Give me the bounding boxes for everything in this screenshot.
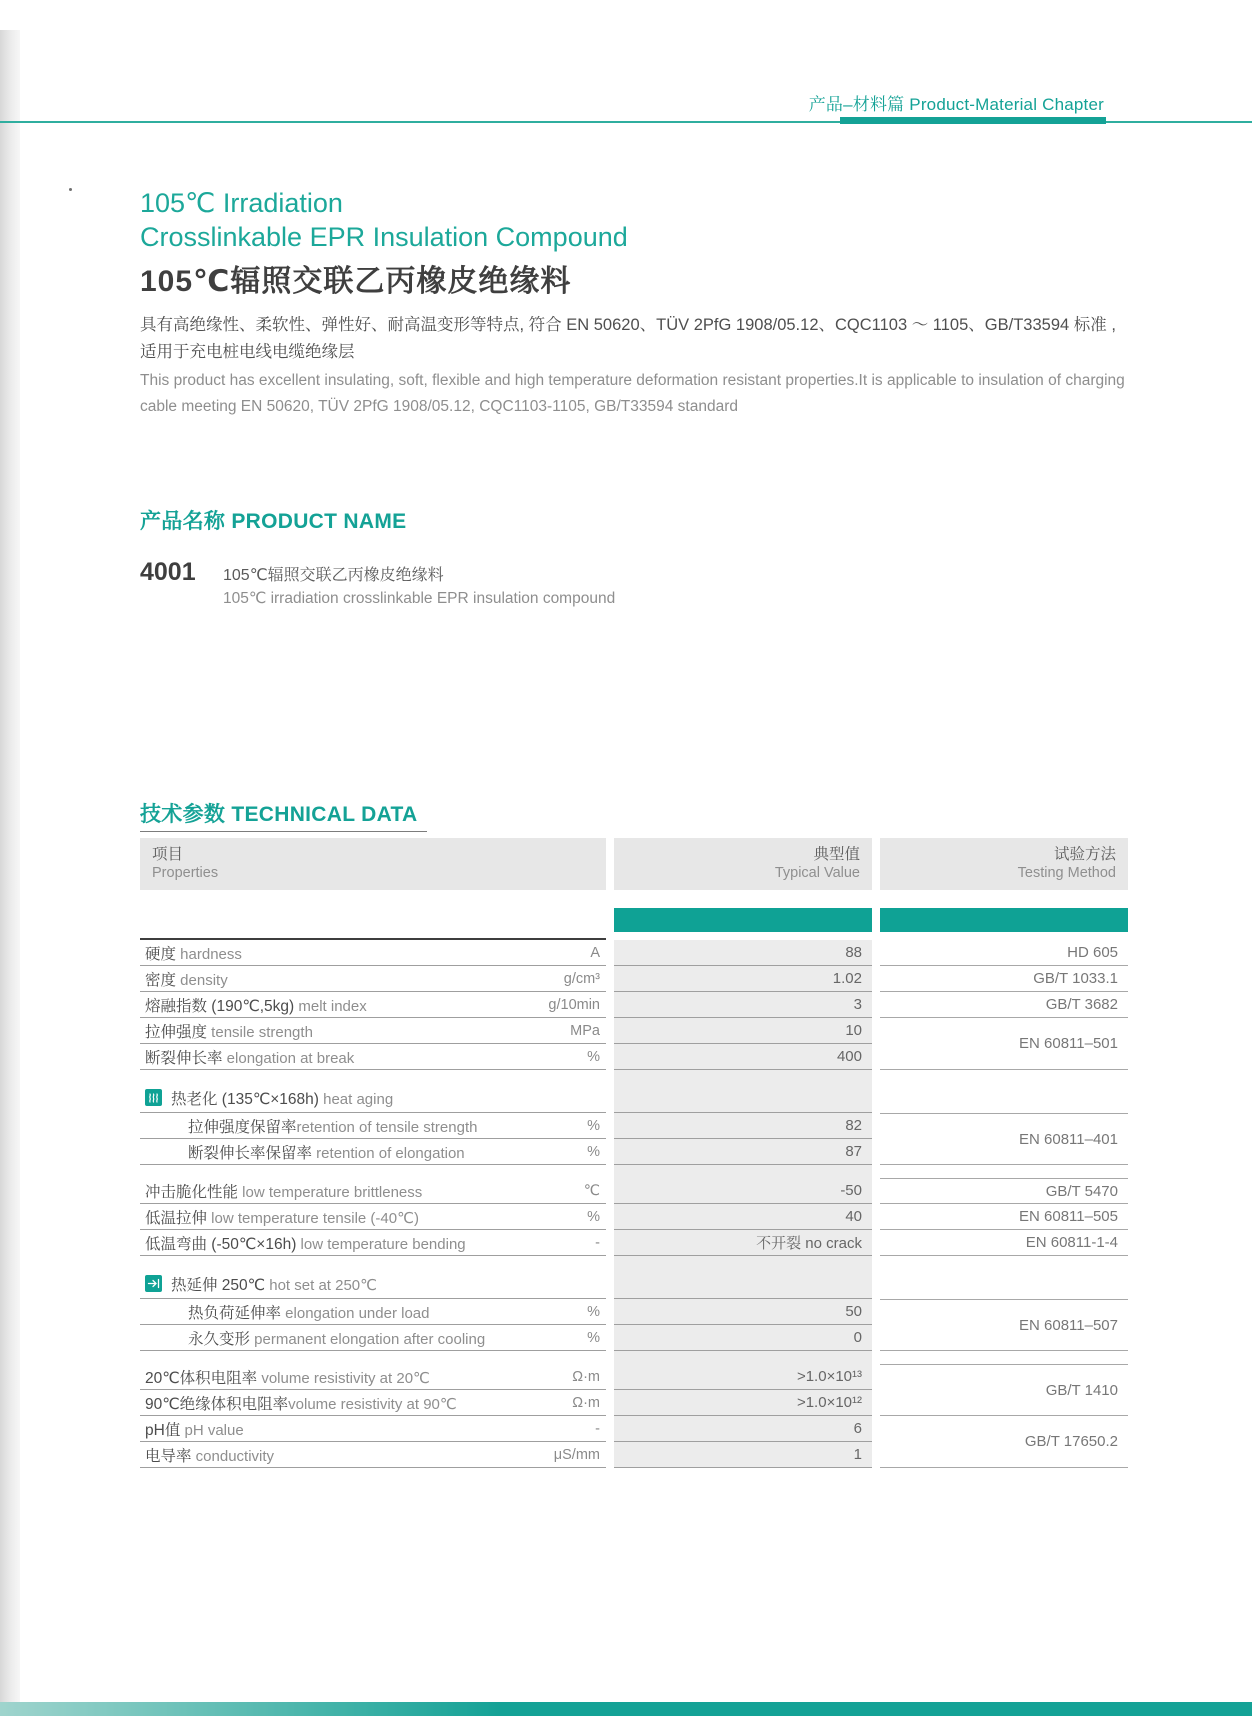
property-row: 熔融指数 (190℃,5kg) melt index g/10min [140,992,606,1018]
group-spacer [140,1070,606,1083]
header-accent-bar [840,117,1106,124]
testing-method: GB/T 5470 [880,1178,1128,1204]
property-row: 密度 density g/cm³ [140,966,606,992]
typical-value: 82 [614,1113,872,1139]
property-row: 电导率 conductivity μS/mm [140,1442,606,1468]
property-row: 硬度 hardness A [140,940,606,966]
heat-aging-icon [145,1089,162,1106]
table-header-method-en: Testing Method [1017,865,1116,881]
property-row: 低温弯曲 (-50℃×16h) low temperature bending - [140,1230,606,1256]
testing-method: EN 60811–505 [880,1204,1128,1230]
method-gap [880,1256,1128,1299]
unit: % [587,1303,600,1320]
typical-value: 不开裂 no crack [614,1230,872,1256]
group-spacer [614,1165,872,1178]
property-row: 90℃绝缘体积电阻率volume resistivity at 90℃ Ω·m [140,1390,606,1416]
section-header-blank [614,1269,872,1299]
testing-method: GB/T 1410 [880,1364,1128,1416]
property-row: pH值 pH value - [140,1416,606,1442]
unit: % [587,1208,600,1225]
product-name-heading: 产品名称 PRODUCT NAME [140,510,407,533]
section-header-blank [614,1083,872,1113]
product-name-zh: 105℃辐照交联乙丙橡皮绝缘料 [223,567,444,584]
testing-method: EN 60811–507 [880,1299,1128,1351]
property-row: 冲击脆化性能 low temperature brittleness ℃ [140,1178,606,1204]
unit: - [595,1234,600,1251]
table-header-properties-zh: 项目 [152,846,184,863]
technical-data-heading: 技术参数 TECHNICAL DATA [140,803,418,826]
testing-method-accent-band [880,908,1128,932]
product-title-en-line2: Crosslinkable EPR Insulation Compound [140,222,628,252]
group-spacer [614,1256,872,1269]
typical-value: 1.02 [614,966,872,992]
product-code: 4001 [140,558,196,586]
product-title-en-line1: 105℃ Irradiation [140,188,343,218]
typical-value: 50 [614,1299,872,1325]
property-row: 永久变形 permanent elongation after cooling % [140,1325,606,1351]
table-header-typical-zh: 典型值 [813,846,860,863]
group-spacer [140,1351,606,1364]
typical-value-column [614,940,872,1468]
property-row: 热负荷延伸率 elongation under load % [140,1299,606,1325]
table-header-typical-value [614,838,872,890]
testing-method: GB/T 3682 [880,992,1128,1018]
table-header-typical-en: Typical Value [774,865,860,881]
unit: % [587,1143,600,1160]
hot-set-icon [145,1275,162,1292]
property-row: 拉伸强度 tensile strength MPa [140,1018,606,1044]
stray-dot [69,188,72,191]
unit: ℃ [583,1182,600,1199]
table-header-properties [140,838,606,890]
unit: - [595,1420,600,1437]
typical-value: 0 [614,1325,872,1351]
testing-method: HD 605 [880,940,1128,966]
unit: μS/mm [553,1446,600,1463]
section-header-heat-aging: 热老化 (135℃×168h) heat aging [140,1083,606,1113]
unit: g/10min [548,996,600,1013]
testing-method: GB/T 1033.1 [880,966,1128,992]
testing-method: EN 60811-1-4 [880,1230,1128,1256]
typical-value: >1.0×10¹³ [614,1364,872,1390]
testing-method-column [880,940,1128,1468]
product-name-en: 105℃ irradiation crosslinkable EPR insulation compound [223,590,616,607]
group-spacer [140,1256,606,1269]
property-row: 20℃体积电阻率 volume resistivity at 20℃ Ω·m [140,1364,606,1390]
typical-value: 40 [614,1204,872,1230]
left-edge-strip [0,30,20,1716]
typical-value: 3 [614,992,872,1018]
typical-value: 6 [614,1416,872,1442]
unit: MPa [570,1022,600,1039]
typical-value: 88 [614,940,872,966]
typical-value: >1.0×10¹² [614,1390,872,1416]
chapter-header: 产品–材料篇 Product-Material Chapter [808,95,1104,114]
unit: g/cm³ [563,970,600,987]
property-row: 拉伸强度保留率retention of tensile strength % [140,1113,606,1139]
typical-value: -50 [614,1178,872,1204]
typical-value: 10 [614,1018,872,1044]
table-header-testing-method [880,838,1128,890]
typical-value: 1 [614,1442,872,1468]
testing-method: GB/T 17650.2 [880,1416,1128,1468]
unit: % [587,1117,600,1134]
testing-method: EN 60811–401 [880,1113,1128,1165]
testing-method: EN 60811–501 [880,1018,1128,1070]
group-spacer [614,1351,872,1364]
property-row: 断裂伸长率保留率 retention of elongation % [140,1139,606,1165]
method-gap [880,1165,1128,1178]
bottom-accent-bar [0,1702,1252,1716]
unit: Ω·m [572,1368,600,1385]
unit: % [587,1329,600,1346]
description-en: This product has excellent insulating, soft, flexible and high temperature deformation resistant properties.It is applicable to insulation of charging cable meeting EN 50620, TÜV 2PfG 1908/05.12, CQC1103-1105, GB/T33594 standard [140,372,1125,415]
typical-value: 87 [614,1139,872,1165]
property-row: 断裂伸长率 elongation at break % [140,1044,606,1070]
unit: % [587,1048,600,1065]
description-zh: 具有高绝缘性、柔软性、弹性好、耐高温变形等特点, 符合 EN 50620、TÜV 2PfG 1908/05.12、CQC1103 ～ 1105、GB/T33594 标准 , 适用于充电桩电线电缆绝缘层 [140,316,1116,361]
properties-column [140,940,606,1468]
method-gap [880,1070,1128,1113]
table-header-method-zh: 试验方法 [1053,846,1116,863]
unit: A [590,944,600,961]
method-gap [880,1351,1128,1364]
product-title-zh: 105℃辐照交联乙丙橡皮绝缘料 [140,265,572,298]
typical-value-accent-band [614,908,872,932]
unit: Ω·m [572,1394,600,1411]
table-header-properties-en: Properties [152,865,219,881]
typical-value: 400 [614,1044,872,1070]
technical-data-underline [140,831,427,832]
product-title-en [140,186,628,254]
property-row: 低温拉伸 low temperature tensile (-40℃) % [140,1204,606,1230]
group-spacer [140,1165,606,1178]
group-spacer [614,1070,872,1083]
section-header-hot-set: 热延伸 250℃ hot set at 250℃ [140,1269,606,1299]
